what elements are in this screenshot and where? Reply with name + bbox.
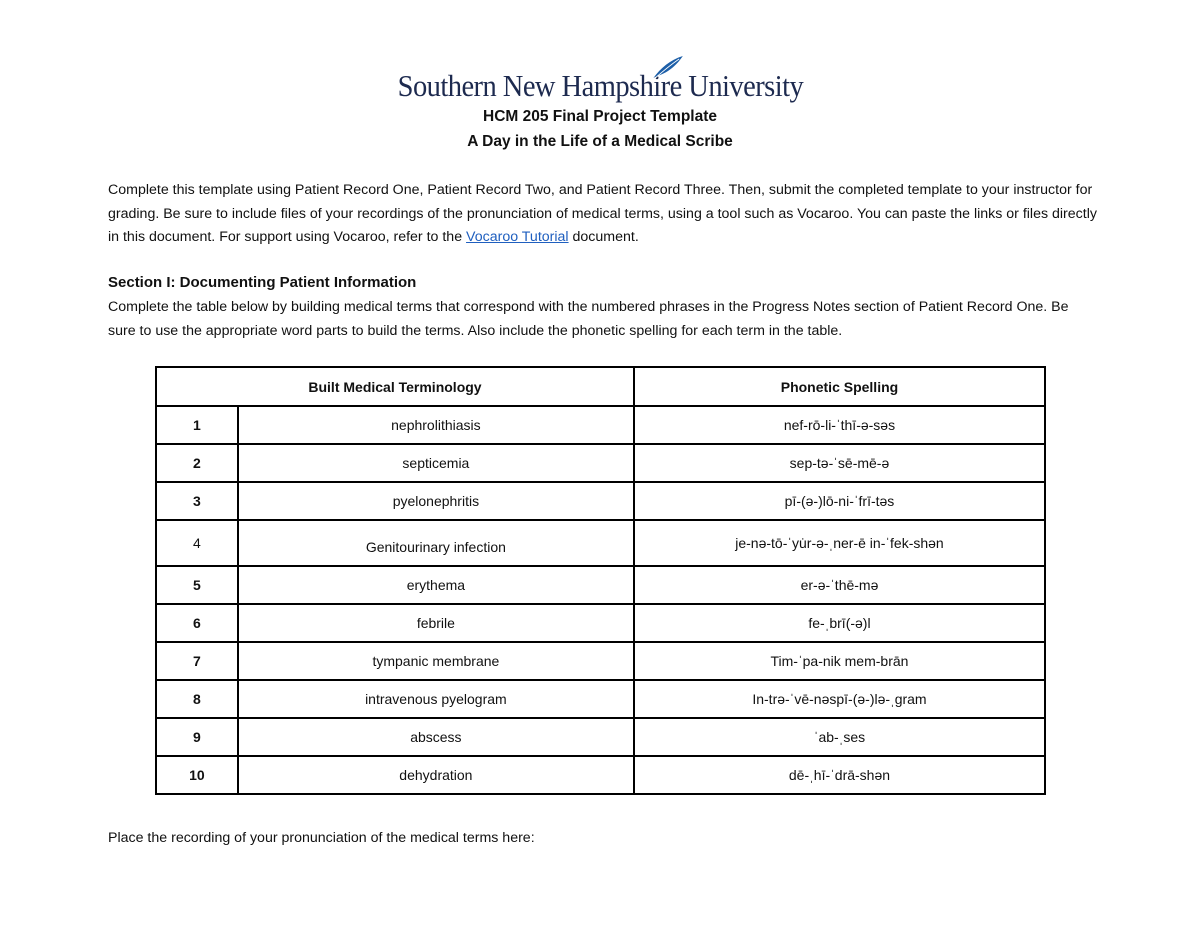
row-number: 1 bbox=[156, 406, 238, 444]
row-number: 6 bbox=[156, 604, 238, 642]
term-cell[interactable]: pyelonephritis bbox=[238, 482, 634, 520]
phonetic-cell[interactable]: In-trə-ˈvē-nəspī-(ə-)lə-ˌgram bbox=[634, 680, 1045, 718]
term-cell[interactable]: intravenous pyelogram bbox=[238, 680, 634, 718]
row-number: 2 bbox=[156, 444, 238, 482]
phonetic-cell[interactable]: fe-ˌbrī(-ə)l bbox=[634, 604, 1045, 642]
term-cell[interactable]: dehydration bbox=[238, 756, 634, 794]
table-row bbox=[156, 718, 1045, 756]
recording-instruction: Place the recording of your pronunciation of the medical terms here: bbox=[108, 830, 535, 846]
phonetic-cell[interactable]: Tim-ˈpa-nik mem-brān bbox=[634, 642, 1045, 680]
logo-text: Southern New Hampshire University bbox=[397, 68, 803, 103]
logo-wordmark bbox=[397, 56, 803, 104]
phonetic-cell[interactable]: dē-ˌhī-ˈdrā-shən bbox=[634, 756, 1045, 794]
table-row bbox=[156, 520, 1045, 566]
phonetic-cell[interactable]: ˈab-ˌses bbox=[634, 718, 1045, 756]
intro-paragraph bbox=[108, 179, 1098, 250]
row-number: 3 bbox=[156, 482, 238, 520]
intro-text-end: document. bbox=[568, 229, 639, 245]
term-cell[interactable]: septicemia bbox=[238, 444, 634, 482]
row-number: 9 bbox=[156, 718, 238, 756]
table-header-row bbox=[156, 367, 1045, 406]
table-row bbox=[156, 406, 1045, 444]
university-logo bbox=[0, 56, 1200, 104]
vocaroo-tutorial-link[interactable]: Vocaroo Tutorial bbox=[466, 229, 569, 245]
term-cell[interactable]: abscess bbox=[238, 718, 634, 756]
row-number: 7 bbox=[156, 642, 238, 680]
phonetic-cell[interactable]: sep-tə-ˈsē-mē-ə bbox=[634, 444, 1045, 482]
table-row bbox=[156, 566, 1045, 604]
row-number: 5 bbox=[156, 566, 238, 604]
phonetic-cell[interactable]: pī-(ə-)lō-ni-ˈfrī-təs bbox=[634, 482, 1045, 520]
header-built-terminology: Built Medical Terminology bbox=[156, 367, 634, 406]
row-number: 8 bbox=[156, 680, 238, 718]
term-cell[interactable]: nephrolithiasis bbox=[238, 406, 634, 444]
term-cell[interactable]: erythema bbox=[238, 566, 634, 604]
row-number: 10 bbox=[156, 756, 238, 794]
term-cell[interactable]: tympanic membrane bbox=[238, 642, 634, 680]
page-subtitle: A Day in the Life of a Medical Scribe bbox=[467, 133, 733, 150]
intro-text: Complete this template using Patient Record One, Patient Record Two, and Patient Record Three. Then, submit the completed template to your instructor for grading. Be sure to include files of your recordings of the pronunciation of medical terms, using a tool such as Vocaroo. You can paste the links or files directly in this document. For support using Vocaroo, refer to the bbox=[108, 182, 1097, 245]
phonetic-cell[interactable]: je-nə-tō-ˈyu̇r-ə-ˌner-ē in-ˈfek-shən bbox=[634, 520, 1045, 566]
table-row bbox=[156, 604, 1045, 642]
section-heading: Section I: Documenting Patient Information bbox=[108, 274, 417, 291]
table-row bbox=[156, 444, 1045, 482]
table-row bbox=[156, 482, 1045, 520]
table-row bbox=[156, 756, 1045, 794]
quill-leaf-icon bbox=[651, 54, 684, 80]
phonetic-cell[interactable]: nef-rō-li-ˈthī-ə-səs bbox=[634, 406, 1045, 444]
section-instructions: Complete the table below by building medical terms that correspond with the numbered phrases in the Progress Notes section of Patient Record One. Be sure to use the appropriate word parts to build the terms. Also include the phonetic spelling for each term in the table. bbox=[108, 299, 1069, 339]
table-row bbox=[156, 642, 1045, 680]
term-cell[interactable]: febrile bbox=[238, 604, 634, 642]
term-cell[interactable]: Genitourinary infection bbox=[238, 520, 634, 566]
row-number: 4 bbox=[156, 520, 238, 566]
medical-terms-table bbox=[155, 366, 1046, 795]
phonetic-cell[interactable]: er-ə-ˈthē-mə bbox=[634, 566, 1045, 604]
page-title: HCM 205 Final Project Template bbox=[483, 108, 717, 125]
table-row bbox=[156, 680, 1045, 718]
header-phonetic-spelling: Phonetic Spelling bbox=[634, 367, 1045, 406]
